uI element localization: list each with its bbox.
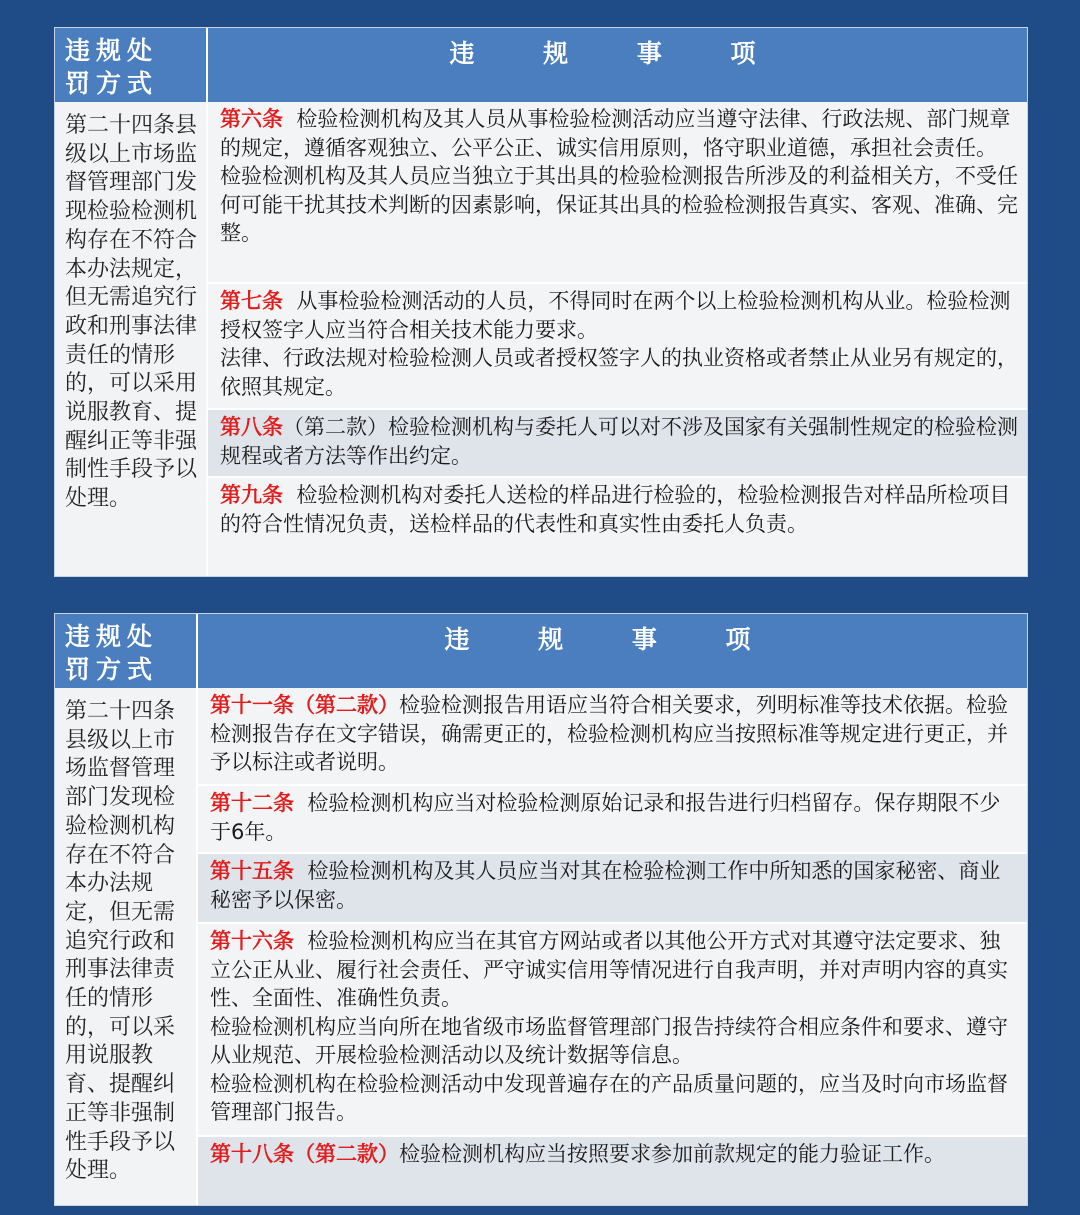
article-text: 检验检测机构对委托人送检的样品进行检验的，检验检测报告对样品所检项目的符合性情况负责，送检样品的代表性和真实性由委托人负责。 xyxy=(220,483,1011,536)
article-text: 从事检验检测活动的人员，不得同时在两个以上检验检测机构从业。检验检测授权签字人应当符合相关技术能力要求。 xyxy=(220,289,1011,342)
header-penalty-line1: 违规处 xyxy=(65,622,159,651)
table-row xyxy=(198,1137,1027,1205)
article-text: （第二款）检验检测机构与委托人可以对不涉及国家有关强制性规定的检验检测规程或者方法等作出约定。 xyxy=(220,415,1018,468)
article-text: 检验检测机构在检验检测活动中发现普遍存在的产品质量问题的，应当及时向市场监督管理部门报告。 xyxy=(210,1071,1008,1124)
article-text: 检验检测机构及其人员从事检验检测活动应当遵守法律、行政法规、部门规章的规定，遵循客观独立、公平公正、诚实信用原则，恪守职业道德，承担社会责任。 xyxy=(220,107,1011,160)
article-number: 第七条 xyxy=(220,289,283,313)
article-text: 检验检测机构应当对检验检测原始记录和报告进行归档留存。保存期限不少于6年。 xyxy=(210,791,1001,844)
article-number: 第八条 xyxy=(220,415,283,439)
table-body xyxy=(55,102,1027,576)
penalty-text: 第二十四条县级以上市场监督管理部门发现检验检测机构存在不符合本办法规定，但无需追究行政和刑事法律责任的情形的，可以采用说服教育、提醒纠正等非强制性手段予以处理。 xyxy=(55,102,208,576)
header-penalty-method xyxy=(55,614,198,688)
table-row xyxy=(208,478,1027,576)
article-number: 第十二条 xyxy=(210,791,294,815)
header-violation-items: 违 规 事 项 xyxy=(449,39,786,68)
article-text: 检验检测机构及其人员应当独立于其出具的检验检测报告所涉及的利益相关方，不受任何可能干扰其技术判断的因素影响，保证其出具的检验检测报告真实、客观、准确、完整。 xyxy=(220,164,1018,245)
violation-rows xyxy=(208,102,1027,576)
table-row xyxy=(198,924,1027,1137)
article-text: 检验检测机构及其人员应当对其在检验检测工作中所知悉的国家秘密、商业秘密予以保密。 xyxy=(210,859,1001,912)
article-text: 检验检测报告用语应当符合相关要求，列明标准等技术依据。检验检测报告存在文字错误，确需更正的，检验检测机构应当按照标准等规定进行更正，并予以标注或者说明。 xyxy=(210,693,1008,774)
article-text: 检验检测机构应当在其官方网站或者以其他公开方式对其遵守法定要求、独立公正从业、履行社会责任、严守诚实信用等情况进行自我声明，并对声明内容的真实性、全面性、准确性负责。 xyxy=(210,929,1008,1010)
violation-rows xyxy=(198,688,1027,1205)
article-number: 第六条 xyxy=(220,107,283,131)
table-row xyxy=(198,854,1027,924)
header-penalty-line2: 罚方式 xyxy=(65,69,159,98)
article-text: 检验检测机构应当按照要求参加前款规定的能力验证工作。 xyxy=(399,1142,945,1166)
article-number: 第十六条 xyxy=(210,929,294,953)
table-row xyxy=(198,786,1027,854)
violation-table-1 xyxy=(55,28,1027,576)
header-violation-items: 违 规 事 项 xyxy=(444,625,781,654)
article-number: 第九条 xyxy=(220,483,283,507)
table-row xyxy=(208,284,1027,410)
header-penalty-method xyxy=(55,28,208,102)
table-row xyxy=(208,102,1027,284)
table-body xyxy=(55,688,1027,1205)
article-text: 检验检测机构应当向所在地省级市场监督管理部门报告持续符合相应条件和要求、遵守从业规范、开展检验检测活动以及统计数据等信息。 xyxy=(210,1014,1008,1067)
table-header xyxy=(55,28,1027,102)
header-penalty-line2: 罚方式 xyxy=(65,655,159,684)
header-penalty-line1: 违规处 xyxy=(65,36,159,65)
table-row xyxy=(198,688,1027,786)
penalty-text: 第二十四条县级以上市场监督管理部门发现检验检测机构存在不符合本办法规定，但无需追究行政和刑事法律责任的情形的，可以采用说服教育、提醒纠正等非强制性手段予以处理。 xyxy=(55,688,198,1205)
article-number: 第十一条（第二款） xyxy=(210,693,399,717)
violation-table-2 xyxy=(55,614,1027,1205)
article-number: 第十八条（第二款） xyxy=(210,1142,399,1166)
table-row xyxy=(208,410,1027,478)
article-number: 第十五条 xyxy=(210,859,294,883)
article-text: 法律、行政法规对检验检测人员或者授权签字人的执业资格或者禁止从业另有规定的，依照其规定。 xyxy=(220,346,1018,399)
table-header xyxy=(55,614,1027,688)
